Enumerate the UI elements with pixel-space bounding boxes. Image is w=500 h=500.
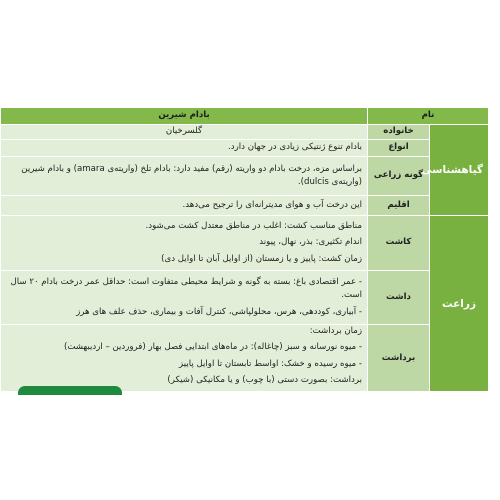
name-header-value: بادام شیرین (1, 108, 368, 125)
harvest-line: برداشت: بصورت دستی (با چوب) و یا مکانیکی (شیکر) (167, 374, 362, 385)
planting-line: زمان کشت: پاییز و یا زمستان (از اوایل آبان تا اوایل دی) (161, 253, 362, 264)
care-line: - عمر اقتصادی باغ: بسته به گونه و شرایط محیطی متفاوت است: حداقل عمر درخت بادام ۲۰ سال است. (10, 277, 362, 301)
value-climate: این درخت آب و هوای مدیترانه‌ای را ترجیح می‌دهد. (1, 196, 368, 216)
table-row (1, 125, 489, 140)
label-varieties: گونه زراعی (368, 157, 430, 196)
table-row (1, 325, 489, 393)
green-pill-button[interactable] (18, 386, 122, 395)
table-row (1, 157, 489, 196)
value-family: گلسرخیان (1, 125, 368, 140)
value-planting (1, 216, 368, 271)
value-species: بادام تنوع ژنتیکی زیادی در جهان دارد. (1, 140, 368, 157)
group-botany: گیاهشناسی (430, 125, 489, 216)
label-planting: کاشت (368, 216, 430, 271)
value-varieties: براساس مزه، درخت بادام دو واریته (رقم) مفید دارد: بادام تلخ (واریته‌ی amara) و بادام شیرین (واریته‌ی dulcis). (1, 157, 368, 196)
harvest-line: - میوه رسیده و خشک: اواسط تابستان تا اوایل پاییز (179, 358, 362, 369)
value-care (1, 271, 368, 325)
label-family: خانواده (368, 125, 430, 140)
page-bottom-area (0, 391, 500, 500)
label-harvest: برداشت (368, 325, 430, 393)
table-row (1, 216, 489, 271)
care-line: - آبیاری، کوددهی، هرس، محلولپاشی، کنترل آفات و بیماری، حذف علف های هرز (76, 306, 362, 317)
label-care: داشت (368, 271, 430, 325)
harvest-line: - میوه نورسانه و سبز (چاغاله): در ماه‌های ابتدایی فصل بهار (فروردین – اردیبهشت) (63, 342, 362, 353)
label-climate: اقلیم (368, 196, 430, 216)
planting-line: اندام تکثیری: بذر، نهال، پیوند (259, 237, 362, 248)
table-row (1, 140, 489, 157)
label-species: انواع (368, 140, 430, 157)
table-row (1, 271, 489, 325)
planting-line: مناطق مناسب کشت: اغلب در مناطق معتدل کشت می‌شود. (145, 221, 362, 232)
table-row (1, 196, 489, 216)
info-table (0, 107, 489, 393)
group-agriculture: زراعت (430, 216, 489, 393)
name-header-label: نام (368, 108, 489, 125)
value-harvest (1, 325, 368, 393)
harvest-line: زمان برداشت: (309, 326, 362, 336)
header-row (1, 108, 489, 125)
